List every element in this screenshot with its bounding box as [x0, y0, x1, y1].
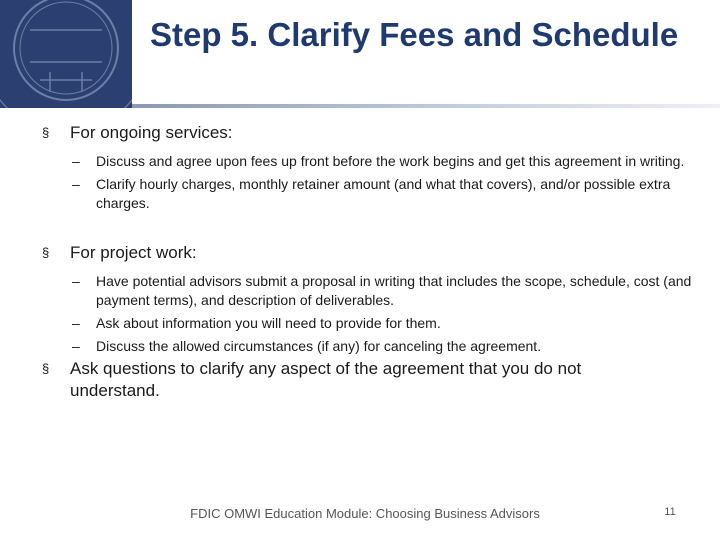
dash-bullet-icon: – — [72, 315, 80, 331]
sub-bullet-text: Clarify hourly charges, monthly retainer amount (and what that covers), and/or possible extra charges. — [96, 176, 671, 211]
sub-bullet-text: Have potential advisors submit a proposal in writing that includes the scope, schedule, cost (and payment terms), and description of deliverables. — [96, 273, 692, 308]
sub-bullet-text: Discuss and agree upon fees up front before the work begins and get this agreement in writing. — [96, 153, 685, 169]
bullet-item — [42, 358, 662, 402]
page-number: 11 — [664, 506, 676, 518]
bullet-item — [42, 242, 692, 264]
bullet-group-questions — [42, 358, 662, 402]
dash-bullet-icon: – — [72, 176, 80, 192]
sub-bullet-item — [42, 337, 692, 356]
square-bullet-icon: § — [42, 125, 50, 140]
sub-bullet-item — [42, 152, 692, 171]
fdic-seal-icon — [0, 0, 132, 108]
square-bullet-icon: § — [42, 361, 50, 376]
slide-title: Step 5. Clarify Fees and Schedule — [150, 16, 679, 53]
bullet-text: For project work: — [70, 243, 197, 262]
dash-bullet-icon: – — [72, 153, 80, 169]
sub-bullet-list — [42, 152, 692, 213]
slide-footer: FDIC OMWI Education Module: Choosing Business Advisors — [190, 506, 540, 521]
title-divider — [132, 104, 720, 108]
sub-bullet-item — [42, 314, 692, 333]
dash-bullet-icon: – — [72, 338, 80, 354]
sub-bullet-item — [42, 272, 692, 310]
sub-bullet-text: Ask about information you will need to provide for them. — [96, 315, 441, 331]
sub-bullet-item — [42, 175, 692, 213]
bullet-group-project — [42, 242, 692, 360]
sub-bullet-list — [42, 272, 692, 356]
dash-bullet-icon: – — [72, 273, 80, 289]
bullet-text: Ask questions to clarify any aspect of the agreement that you do not understand. — [70, 359, 582, 400]
bullet-item — [42, 122, 692, 144]
bullet-text: For ongoing services: — [70, 123, 233, 142]
sub-bullet-text: Discuss the allowed circumstances (if any) for canceling the agreement. — [96, 338, 542, 354]
header-seal-band — [0, 0, 132, 108]
square-bullet-icon: § — [42, 245, 50, 260]
bullet-group-ongoing — [42, 122, 692, 217]
